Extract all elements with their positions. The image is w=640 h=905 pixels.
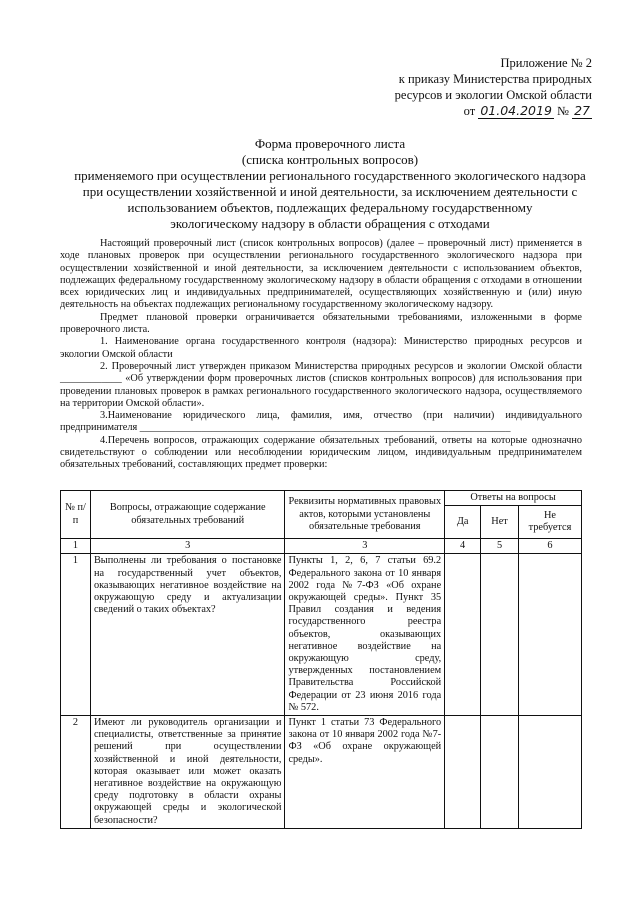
header-na: Не требуется	[519, 506, 582, 539]
handwritten-date: 01.04.2019	[480, 103, 552, 118]
title-line-3: применяемого при осуществлении регионального государственного экологического надзора	[74, 168, 586, 183]
paragraph-item-1: 1. Наименование органа государственного контроля (надзора): Министерство природных ресурсов и экологии Омской области	[60, 336, 582, 360]
answer-no-cell[interactable]	[481, 716, 519, 829]
table-row	[61, 716, 582, 829]
table-header-row	[61, 491, 582, 506]
col-number: 1	[61, 539, 91, 554]
row-num: 1	[61, 554, 91, 716]
paragraph-item-3: 3.Наименование юридического лица, фамилия, имя, отчество (при наличии) индивидуального предпринимателя ________________________________________________________________________	[60, 410, 582, 434]
header-requisites: Реквизиты нормативных правовых актов, которыми установлены обязательные требования	[285, 491, 445, 539]
date-prefix: от	[463, 104, 476, 118]
table-row	[61, 554, 582, 716]
header-answers: Ответы на вопросы	[445, 491, 582, 506]
answer-yes-cell[interactable]	[445, 554, 481, 716]
paragraph-subject: Предмет плановой проверки ограничивается обязательными требованиями, изложенными в форме проверочного листа.	[60, 311, 582, 336]
appendix-block	[332, 55, 592, 119]
title-line-6: экологическому надзору в области обращения с отходами	[170, 216, 490, 231]
title-line-2: (списка контрольных вопросов)	[241, 152, 419, 167]
col-number: 5	[481, 539, 519, 554]
header-question: Вопросы, отражающие содержание обязательных требований	[90, 491, 285, 539]
paragraph-item-2: 2. Проверочный лист утвержден приказом Министерства природных ресурсов и экологии Омской области ____________ «Об утверждении форм проверочных листов (списков контрольных вопросов) для использования при проведении плановых проверок в рамках регионального государственного экологического надзора, осуществляемого на территории Омской области».	[60, 360, 582, 409]
title-line-1: Форма проверочного листа	[254, 136, 406, 151]
row-requisites: Пункт 1 статьи 73 Федерального закона от 10 января 2002 года №7-ФЗ «Об охране окружающей среды».	[285, 716, 445, 829]
column-number-row	[61, 539, 582, 554]
answer-yes-cell[interactable]	[445, 716, 481, 829]
row-question: Имеют ли руководитель организации и специалисты, ответственные за принятие решений при осуществлении хозяйственной и иной деятельности, которая оказывает или может оказать негативное воздействие на окружающую среду подготовку в области охраны окружающей среды и экологической безопасности?	[90, 716, 285, 829]
col-number: 3	[285, 539, 445, 554]
form-title	[70, 136, 590, 232]
header-no: Нет	[481, 506, 519, 539]
col-number: 3	[90, 539, 285, 554]
document-body	[60, 238, 582, 472]
header-num: № п/п	[61, 491, 91, 539]
row-requisites: Пункты 1, 2, 6, 7 статьи 69.2 Федерального закона от 10 января 2002 года №7-ФЗ «Об охране окружающей среды». Пункт 35 Правил создания и ведения государственного реестра объектов, оказывающих негативное воздействие на окружающую среду, утвержденных постановлением Правительства Российской Федерации от 23 июня 2016 года № 572.	[285, 554, 445, 716]
appendix-number: Приложение № 2	[500, 56, 592, 70]
header-yes: Да	[445, 506, 481, 539]
answer-no-cell[interactable]	[481, 554, 519, 716]
answer-na-cell[interactable]	[519, 554, 582, 716]
handwritten-number: 27	[574, 103, 590, 118]
title-line-4: при осуществлении хозяйственной и иной деятельности, за исключением деятельности с	[82, 184, 578, 199]
col-number: 4	[445, 539, 481, 554]
row-question: Выполнены ли требования о постановке на государственный учет объектов, оказывающих негативное воздействие на окружающую среду и актуализации сведений о таких объектах?	[90, 554, 285, 716]
number-prefix: №	[557, 104, 569, 118]
appendix-date-line	[332, 103, 592, 119]
appendix-ministry: ресурсов и экологии Омской области	[394, 88, 592, 102]
row-num: 2	[61, 716, 91, 829]
paragraph-intro: Настоящий проверочный лист (список контрольных вопросов) (далее – проверочный лист) применяется в ходе плановых проверок при осуществлении регионального государственного экологического надзора при осуществлении хозяйственной и иной деятельности, за исключением деятельности с использованием объектов, подлежащих федеральному государственному экологическому надзору в области обращения с отходами в отношении всех юридических лиц и индивидуальных предпринимателей, осуществляющих хозяйственную и (или) иную деятельность на объектах подлежащих региональному государственному экологическому надзору.	[60, 238, 582, 311]
answer-na-cell[interactable]	[519, 716, 582, 829]
checklist-table	[60, 490, 582, 829]
col-number: 6	[519, 539, 582, 554]
title-line-5: использованием объектов, подлежащих федеральному государственному	[127, 200, 533, 215]
paragraph-item-4: 4.Перечень вопросов, отражающих содержание обязательных требований, ответы на которые однозначно свидетельствуют о соблюдении или несоблюдении юридическим лицом, индивидуальным предпринимателем обязательных требований, составляющих предмет проверки:	[60, 434, 582, 471]
appendix-order: к приказу Министерства природных	[398, 72, 592, 86]
